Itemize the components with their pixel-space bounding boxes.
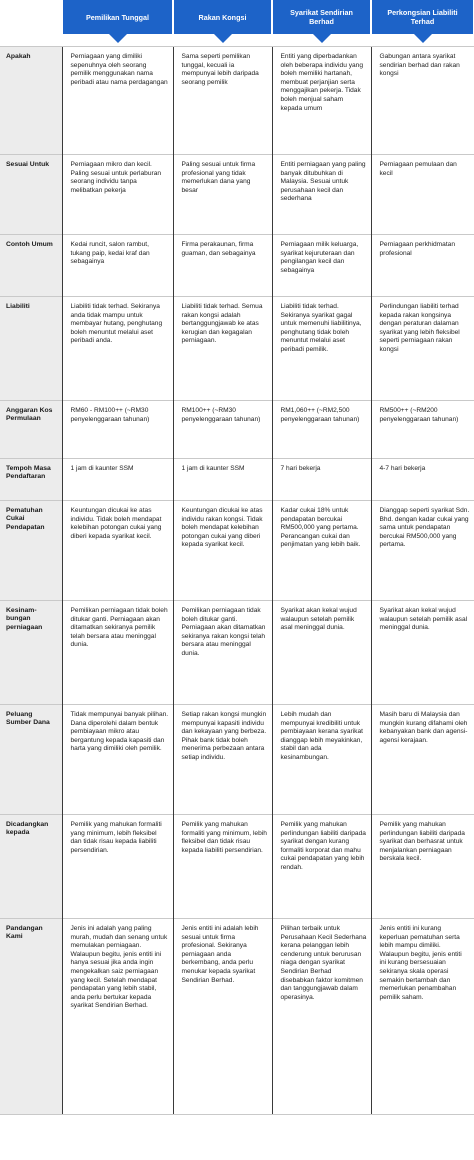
table-cell bbox=[371, 815, 474, 919]
table-cell bbox=[272, 155, 371, 235]
table-row-kesinambungan bbox=[0, 601, 474, 705]
cell-text: Tidak mempunyai banyak pilihan. Dana diperolehi dalam bentuk pembiayaan mikro atau bergantung kepada kapasiti dan harta yang dimiliki oleh pemilik. bbox=[70, 711, 169, 753]
cell-text: Pemilik yang mahukan formaliti yang minimum, lebih fleksibel dan tidak risau kepada liabiliti persendirian. bbox=[70, 821, 162, 854]
table-cell bbox=[272, 815, 371, 919]
table-row-sesuai-untuk bbox=[0, 155, 474, 235]
row-label: Peluang Sumber Dana bbox=[0, 705, 62, 815]
table-row-peluang-sumber-dana bbox=[0, 705, 474, 815]
table-row-pematuhan-cukai bbox=[0, 501, 474, 601]
cell-text: Perniagaan milik keluarga, syarikat kejuruteraan dan pengilangan kecil dan sebagainya bbox=[280, 241, 359, 274]
column-header-syarikat-sendirian-berhad bbox=[272, 0, 371, 47]
header-corner bbox=[0, 0, 62, 47]
cell-text: Dianggap seperti syarikat Sdn. Bhd. dengan kadar cukai yang sama untuk pendapatan bercukai RM500,000 yang pertama. bbox=[379, 507, 470, 549]
table-cell bbox=[173, 459, 272, 501]
cell-text: Jenis entiti ini kurang keperluan pematuhan serta lebih mampu dimiliki. Walaupun begitu, jenis entiti ini kurang bersesuaian sekiranya skala operasi semakin bertambah dan memerlukan penambahan pemilik saham. bbox=[379, 925, 462, 1001]
cell-text: Keuntungan dicukai ke atas individu rakan kongsi. Tidak boleh mendapat kelebihan potongan cukai yang diberi kepada syarikat kecil. bbox=[181, 507, 263, 549]
table-cell bbox=[173, 919, 272, 1115]
table-row-dicadangkan bbox=[0, 815, 474, 919]
cell-text: Liabiliti tidak terhad. Sekiranya syarikat gagal untuk memenuhi liabilitinya, penghutang tidak boleh menuntut melalui aset peribadi pemilik. bbox=[280, 303, 362, 353]
row-label: Kesinam-bungan perniagaan bbox=[0, 601, 62, 705]
cell-text: Pemilik yang mahukan perlindungan liabiliti daripada syarikat dan berhasrat untuk menjalankan perniagaan berskala kecil. bbox=[379, 821, 465, 863]
table-cell bbox=[371, 297, 474, 401]
table-cell bbox=[272, 47, 371, 155]
table-cell bbox=[371, 235, 474, 297]
table-cell bbox=[272, 601, 371, 705]
table-cell bbox=[272, 459, 371, 501]
row-label: Liabiliti bbox=[0, 297, 62, 401]
table-row-tempoh-masa bbox=[0, 459, 474, 501]
cell-text: Firma perakaunan, firma guaman, dan sebagainya bbox=[181, 241, 256, 257]
column-header-perkongsian-liabiliti-terhad bbox=[371, 0, 474, 47]
cell-text: Liabiliti tidak terhad. Sekiranya anda tidak mampu untuk membayar hutang, penghutang boleh menuntut melalui aset peribadi anda. bbox=[70, 303, 163, 345]
cell-text: Masih baru di Malaysia dan mungkin kurang difahami oleh kebanyakan bank dan agensi-agensi kerajaan. bbox=[379, 711, 468, 744]
table-cell bbox=[272, 919, 371, 1115]
row-label: Pematuhan Cukai Pendapatan bbox=[0, 501, 62, 601]
table-cell bbox=[173, 501, 272, 601]
cell-text: Sama seperti pemilikan tunggal, kecuali ia mempunyai lebih daripada seorang pemilik bbox=[181, 53, 259, 86]
table-cell bbox=[371, 601, 474, 705]
cell-text: Jenis ini adalah yang paling murah, mudah dan senang untuk memulakan perniagaan. Walaupun begitu, jenis entiti ini hanya sesuai jika anda ingin mengekalkan saiz perniagaan yang kecil. Setelah mendapat pendapatan yang lebih stabil, anda perlu bertukar kepada syarikat Sendirian Berhad. bbox=[70, 925, 168, 1010]
cell-text: RM1,060++ (~RM2,500 penyelenggaraan tahunan) bbox=[280, 407, 360, 423]
cell-text: RM500++ (~RM200 penyelenggaraan tahunan) bbox=[379, 407, 459, 423]
column-header-pemilikan-tunggal bbox=[62, 0, 173, 47]
row-label: Tempoh Masa Pendaftaran bbox=[0, 459, 62, 501]
table-cell bbox=[272, 235, 371, 297]
row-label: Contoh Umum bbox=[0, 235, 62, 297]
cell-text: Keuntungan dicukai ke atas individu. Tidak boleh mendapat kelebihan potongan cukai yang diberi kepada syarikat kecil. bbox=[70, 507, 162, 540]
cell-text: Pemilik yang mahukan perlindungan liabiliti daripada syarikat dengan kurang formaliti korporat dan mahu cukai pendapatan yang lebih rendah. bbox=[280, 821, 366, 871]
table-cell bbox=[371, 401, 474, 459]
table-cell bbox=[62, 459, 173, 501]
cell-text: Pemilik yang mahukan formaliti yang minimum, lebih fleksibel dan tidak risau kepada liabiliti persendirian. bbox=[181, 821, 267, 854]
table-cell bbox=[62, 401, 173, 459]
table-cell bbox=[173, 235, 272, 297]
cell-text: Kedai runcit, salon rambut, tukang paip, kedai kraf dan sebagainya bbox=[70, 241, 150, 266]
header-row bbox=[0, 0, 474, 47]
cell-text: Perniagaan yang dimiliki sepenuhnya oleh seorang pemilik menggunakan nama peribadi atau nama perdagangan bbox=[70, 53, 168, 86]
table-cell bbox=[173, 815, 272, 919]
table-cell bbox=[272, 705, 371, 815]
table-cell bbox=[62, 705, 173, 815]
cell-text: Syarikat akan kekal wujud walaupun setelah pemilik asal meninggal dunia. bbox=[379, 607, 468, 632]
cell-text: Liabiliti tidak terhad. Semua rakan kongsi adalah bertanggungjawab ke atas kerugian dan kegagalan perniagaan. bbox=[181, 303, 263, 345]
column-header-rakan-kongsi bbox=[173, 0, 272, 47]
cell-text: Perniagaan pemulaan dan kecil bbox=[379, 161, 457, 177]
cell-text: Setiap rakan kongsi mungkin mempunyai kapasiti individu dan kekayaan yang berbeza. Pihak bank tidak boleh menerima perbezaan antara setiap individu. bbox=[181, 711, 267, 761]
table-cell bbox=[62, 601, 173, 705]
row-label: Dicadangkan kepada bbox=[0, 815, 62, 919]
table-cell bbox=[173, 601, 272, 705]
table-cell bbox=[371, 155, 474, 235]
cell-text: Pemilikan perniagaan tidak boleh ditukar ganti. Perniagaan akan ditamatkan sekiranya pemilik telah bersara atau meninggal dunia. bbox=[70, 607, 168, 649]
column-header-label: Syarikat Sendirian Berhad bbox=[290, 8, 353, 26]
cell-text: Perniagaan perkhidmatan profesional bbox=[379, 241, 456, 257]
column-header-box bbox=[372, 0, 473, 34]
table-cell bbox=[62, 297, 173, 401]
table-cell bbox=[371, 501, 474, 601]
table-cell bbox=[173, 401, 272, 459]
table-cell bbox=[272, 297, 371, 401]
table-row-contoh-umum bbox=[0, 235, 474, 297]
row-label: Apakah bbox=[0, 47, 62, 155]
table-cell bbox=[173, 155, 272, 235]
cell-text: Pilihan terbaik untuk Perusahaan Kecil Sederhana kerana pelanggan lebih cenderung untuk berurusan niaga dengan syarikat Sendirian Berhad disebabkan faktor komitmen dan tanggungjawab dalam operasinya. bbox=[280, 925, 367, 1001]
cell-text: Entiti perniagaan yang paling banyak ditubuhkan di Malaysia. Sesuai untuk perusahaan kecil dan sederhana bbox=[280, 161, 366, 203]
column-header-label: Rakan Kongsi bbox=[198, 12, 247, 22]
table-row-apakah bbox=[0, 47, 474, 155]
table-row-liabiliti bbox=[0, 297, 474, 401]
table-cell bbox=[173, 705, 272, 815]
cell-text: Kadar cukai 18% untuk pendapatan bercukai RM500,000 yang pertama. Perancangan cukai dan penjimatan yang lebih baik. bbox=[280, 507, 361, 549]
cell-text: Gabungan antara syarikat sendirian berhad dan rakan kongsi bbox=[379, 53, 460, 78]
row-label: Anggaran Kos Permulaan bbox=[0, 401, 62, 459]
cell-text: Perlindungan liabiliti terhad kepada rakan kongsinya dengan peraturan dalaman syarikat yang lebih fleksibel seperti perniagaan rakan kongsi bbox=[379, 303, 460, 353]
table-cell bbox=[62, 155, 173, 235]
cell-text: Entiti yang diperbadankan oleh beberapa individu yang boleh memiliki hartanah, membuat perjanjian serta menggajikan pekerja. Tidak boleh menjual saham kepada umum bbox=[280, 53, 363, 112]
column-header-box bbox=[63, 0, 172, 34]
cell-text: 1 jam di kaunter SSM bbox=[70, 465, 134, 472]
cell-text: RM100++ (~RM30 penyelenggaraan tahunan) bbox=[181, 407, 261, 423]
table-cell bbox=[62, 47, 173, 155]
cell-text: 1 jam di kaunter SSM bbox=[181, 465, 245, 472]
cell-text: Paling sesuai untuk firma profesional yang tidak memerlukan dana yang besar bbox=[181, 161, 256, 194]
cell-text: 4-7 hari bekerja bbox=[379, 465, 426, 472]
cell-text: Perniagaan mikro dan kecil. Paling sesuai untuk perlaburan seorang individu tanpa melibatkan pekerja bbox=[70, 161, 162, 194]
column-header-box bbox=[174, 0, 271, 34]
cell-text: RM60 - RM100++ (~RM30 penyelenggaraan tahunan) bbox=[70, 407, 150, 423]
table-cell bbox=[371, 919, 474, 1115]
table-cell bbox=[371, 705, 474, 815]
cell-text: Lebih mudah dan mempunyai kredibiliti untuk pembiayaan kerana syarikat dianggap lebih meyakinkan, stabil dan ada kesinambungan. bbox=[280, 711, 363, 761]
row-label: Sesuai Untuk bbox=[0, 155, 62, 235]
table-cell bbox=[62, 501, 173, 601]
cell-text: 7 hari bekerja bbox=[280, 465, 321, 472]
table-cell bbox=[272, 401, 371, 459]
table-cell bbox=[62, 235, 173, 297]
column-header-label: Perkongsian Liabiliti Terhad bbox=[387, 8, 458, 26]
table-cell bbox=[173, 297, 272, 401]
table-cell bbox=[173, 47, 272, 155]
cell-text: Pemilikan perniagaan tidak boleh ditukar ganti. Perniagaan akan ditamatkan sekiranya rakan kongsi telah bersara atau meninggal dunia. bbox=[181, 607, 266, 657]
column-header-box bbox=[273, 0, 370, 34]
column-header-label: Pemilikan Tunggal bbox=[86, 12, 149, 22]
table-cell bbox=[272, 501, 371, 601]
cell-text: Jenis entiti ini adalah lebih sesuai untuk firma profesional. Sekiranya perniagaan anda berkembang, anda perlu menukar kepada syarikat Sendirian Berhad. bbox=[181, 925, 259, 984]
table-row-pandangan-kami bbox=[0, 919, 474, 1115]
cell-text: Syarikat akan kekal wujud walaupun setelah pemilik asal meninggal dunia. bbox=[280, 607, 357, 632]
table-cell bbox=[62, 919, 173, 1115]
table-cell bbox=[371, 47, 474, 155]
table-cell bbox=[371, 459, 474, 501]
row-label: Pandangan Kami bbox=[0, 919, 62, 1115]
table-row-anggaran-kos bbox=[0, 401, 474, 459]
table-cell bbox=[62, 815, 173, 919]
